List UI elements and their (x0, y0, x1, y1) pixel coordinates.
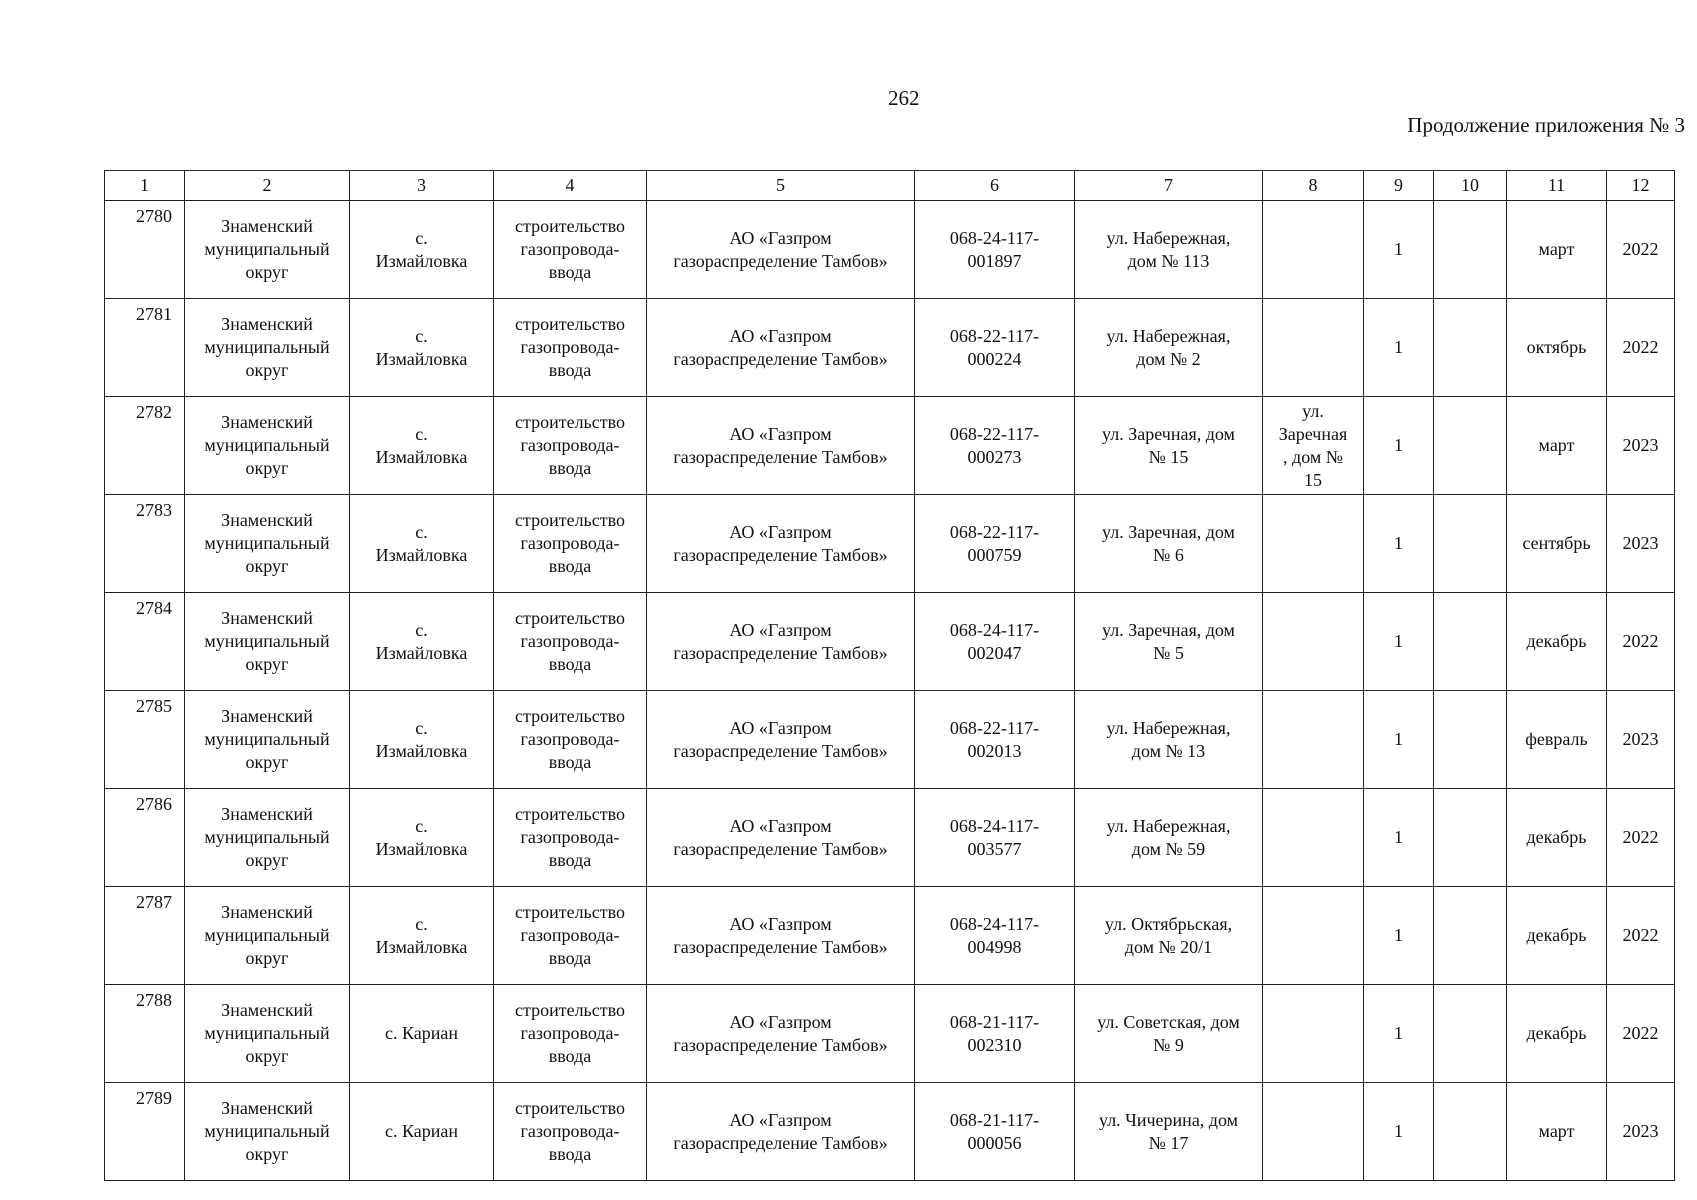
address-cell (1075, 985, 1263, 1083)
quantity-cell: 1 (1364, 985, 1434, 1083)
work-type-line: газопровода- (520, 1121, 620, 1141)
year-cell: 2023 (1607, 691, 1675, 789)
column-8-cell (1263, 691, 1364, 789)
address-line: ул. Набережная, (1106, 815, 1231, 836)
address-cell (1075, 299, 1263, 397)
work-type-line: ввода (548, 458, 592, 478)
column-header-4: 4 (494, 171, 647, 201)
work-type-line: ввода (548, 1144, 592, 1164)
column-10-cell (1434, 985, 1507, 1083)
address-line: ул. Набережная, (1106, 227, 1231, 248)
district-line: Знаменский (221, 412, 313, 432)
table-row (105, 1083, 1675, 1181)
row-number-cell: 2785 (105, 691, 185, 789)
organization-line: газораспределение Тамбов» (673, 1034, 888, 1055)
organization-line: АО «Газпром (729, 717, 832, 738)
address-line: ул. Заречная, дом (1102, 423, 1235, 444)
address-line: № 9 (1153, 1034, 1184, 1055)
locality-line: Измайловка (375, 348, 468, 369)
column-8-cell (1263, 1083, 1364, 1181)
quantity-cell: 1 (1364, 789, 1434, 887)
district-line: округ (245, 458, 289, 478)
address-line: ул. Заречная, дом (1102, 619, 1235, 640)
district-line: Знаменский (221, 804, 313, 824)
row-number-cell: 2782 (105, 397, 185, 495)
object-code-cell (915, 1083, 1075, 1181)
work-type-cell (494, 201, 647, 299)
work-type-line: газопровода- (520, 533, 620, 553)
year-cell: 2022 (1607, 985, 1675, 1083)
page-number: 262 (888, 86, 920, 110)
locality-cell (350, 985, 494, 1083)
organization-line: АО «Газпром (729, 1109, 832, 1130)
locality-cell (350, 299, 494, 397)
table-row (105, 691, 1675, 789)
address-line: ул. Октябрьская, (1104, 913, 1233, 934)
table-body (105, 201, 1675, 1181)
work-type-line: строительство (515, 804, 625, 824)
work-type-line: строительство (515, 412, 625, 432)
address-cell (1075, 1083, 1263, 1181)
locality-line: с. (415, 227, 428, 248)
quantity-cell: 1 (1364, 887, 1434, 985)
district-line: Знаменский (221, 314, 313, 334)
column-header-5: 5 (647, 171, 915, 201)
column-10-cell (1434, 887, 1507, 985)
object-code-cell (915, 691, 1075, 789)
address-cell (1075, 397, 1263, 495)
quantity-cell: 1 (1364, 1083, 1434, 1181)
address-line: ул. Советская, дом (1097, 1011, 1240, 1032)
district-line: Знаменский (221, 706, 313, 726)
object-code-line: 068-21-117- (949, 1011, 1040, 1032)
locality-line: с. Кариан (384, 1023, 458, 1043)
column-10-cell (1434, 299, 1507, 397)
address-line: дом № 59 (1131, 838, 1206, 859)
column-10-cell (1434, 397, 1507, 495)
column-8-line: , дом № (1283, 446, 1343, 467)
year-cell: 2023 (1607, 397, 1675, 495)
locality-line: Измайловка (375, 838, 468, 859)
table-row (105, 495, 1675, 593)
quantity-cell: 1 (1364, 201, 1434, 299)
locality-line: Измайловка (375, 544, 468, 565)
object-code-line: 000273 (967, 446, 1022, 467)
column-header-6: 6 (915, 171, 1075, 201)
district-line: округ (245, 948, 289, 968)
object-code-line: 068-24-117- (949, 913, 1040, 934)
column-8-cell (1263, 789, 1364, 887)
district-line: Знаменский (221, 902, 313, 922)
table-row (105, 593, 1675, 691)
object-code-line: 068-24-117- (949, 815, 1040, 836)
locality-cell (350, 397, 494, 495)
table-row (105, 201, 1675, 299)
table-row (105, 299, 1675, 397)
organization-cell (647, 1083, 915, 1181)
object-code-line: 068-22-117- (949, 325, 1040, 346)
address-line: № 6 (1153, 544, 1184, 565)
locality-line: Измайловка (375, 642, 468, 663)
registry-table (104, 170, 1675, 1181)
address-line: дом № 113 (1127, 250, 1210, 271)
object-code-cell (915, 397, 1075, 495)
object-code-cell (915, 299, 1075, 397)
work-type-line: строительство (515, 1000, 625, 1020)
quantity-cell: 1 (1364, 593, 1434, 691)
work-type-line: газопровода- (520, 239, 620, 259)
address-cell (1075, 495, 1263, 593)
work-type-line: ввода (548, 850, 592, 870)
row-number-cell: 2781 (105, 299, 185, 397)
work-type-line: газопровода- (520, 925, 620, 945)
column-header-3: 3 (350, 171, 494, 201)
column-10-cell (1434, 789, 1507, 887)
table-row (105, 985, 1675, 1083)
month-cell: декабрь (1507, 593, 1607, 691)
district-line: округ (245, 654, 289, 674)
object-code-line: 068-24-117- (949, 227, 1040, 248)
district-line: Знаменский (221, 1000, 313, 1020)
work-type-line: ввода (548, 1046, 592, 1066)
locality-line: Измайловка (375, 446, 468, 467)
address-cell (1075, 789, 1263, 887)
column-header-10: 10 (1434, 171, 1507, 201)
month-cell: декабрь (1507, 789, 1607, 887)
work-type-line: ввода (548, 556, 592, 576)
year-cell: 2023 (1607, 1083, 1675, 1181)
row-number-cell: 2787 (105, 887, 185, 985)
locality-cell (350, 201, 494, 299)
district-line: муниципальный (204, 533, 330, 553)
work-type-cell (494, 691, 647, 789)
organization-line: АО «Газпром (729, 913, 832, 934)
work-type-cell (494, 1083, 647, 1181)
address-line: № 17 (1148, 1132, 1189, 1153)
object-code-cell (915, 985, 1075, 1083)
column-8-cell (1263, 593, 1364, 691)
column-header-12: 12 (1607, 171, 1675, 201)
column-header-9: 9 (1364, 171, 1434, 201)
address-line: ул. Чичерина, дом (1098, 1109, 1239, 1130)
district-cell (185, 593, 350, 691)
column-header-8: 8 (1263, 171, 1364, 201)
quantity-cell: 1 (1364, 299, 1434, 397)
address-line: дом № 20/1 (1124, 936, 1213, 957)
address-line: ул. Набережная, (1106, 325, 1231, 346)
organization-line: газораспределение Тамбов» (673, 740, 888, 761)
object-code-cell (915, 789, 1075, 887)
object-code-line: 001897 (967, 250, 1022, 271)
month-cell: февраль (1507, 691, 1607, 789)
organization-line: АО «Газпром (729, 423, 832, 444)
month-cell: март (1507, 397, 1607, 495)
object-code-line: 004998 (967, 936, 1022, 957)
organization-line: АО «Газпром (729, 521, 832, 542)
locality-line: Измайловка (375, 936, 468, 957)
locality-cell (350, 691, 494, 789)
district-line: муниципальный (204, 239, 330, 259)
work-type-line: газопровода- (520, 337, 620, 357)
district-line: муниципальный (204, 337, 330, 357)
work-type-line: строительство (515, 314, 625, 334)
work-type-cell (494, 789, 647, 887)
work-type-cell (494, 887, 647, 985)
organization-line: газораспределение Тамбов» (673, 348, 888, 369)
organization-cell (647, 691, 915, 789)
organization-line: газораспределение Тамбов» (673, 1132, 888, 1153)
month-cell: декабрь (1507, 887, 1607, 985)
organization-line: газораспределение Тамбов» (673, 250, 888, 271)
organization-cell (647, 887, 915, 985)
row-number-cell: 2786 (105, 789, 185, 887)
organization-line: АО «Газпром (729, 619, 832, 640)
month-cell: октябрь (1507, 299, 1607, 397)
locality-line: с. (415, 619, 428, 640)
appendix-continuation-title: Продолжение приложения № 3 (1407, 113, 1685, 137)
work-type-line: ввода (548, 654, 592, 674)
organization-line: газораспределение Тамбов» (673, 544, 888, 565)
object-code-line: 068-22-117- (949, 423, 1040, 444)
organization-cell (647, 789, 915, 887)
month-cell: март (1507, 201, 1607, 299)
column-10-cell (1434, 1083, 1507, 1181)
locality-line: Измайловка (375, 250, 468, 271)
locality-line: Измайловка (375, 740, 468, 761)
column-8-line: Заречная (1278, 423, 1348, 444)
organization-cell (647, 593, 915, 691)
work-type-line: газопровода- (520, 1023, 620, 1043)
object-code-cell (915, 887, 1075, 985)
year-cell: 2022 (1607, 201, 1675, 299)
column-8-cell (1263, 985, 1364, 1083)
organization-line: газораспределение Тамбов» (673, 838, 888, 859)
work-type-line: строительство (515, 510, 625, 530)
locality-cell (350, 789, 494, 887)
district-line: муниципальный (204, 1121, 330, 1141)
year-cell: 2023 (1607, 495, 1675, 593)
district-cell (185, 985, 350, 1083)
column-header-7: 7 (1075, 171, 1263, 201)
work-type-line: газопровода- (520, 827, 620, 847)
work-type-cell (494, 985, 647, 1083)
work-type-line: ввода (548, 948, 592, 968)
work-type-line: ввода (548, 752, 592, 772)
district-line: муниципальный (204, 827, 330, 847)
district-cell (185, 201, 350, 299)
address-line: дом № 13 (1131, 740, 1206, 761)
organization-line: АО «Газпром (729, 227, 832, 248)
organization-line: АО «Газпром (729, 325, 832, 346)
object-code-line: 002013 (967, 740, 1022, 761)
object-code-line: 002047 (967, 642, 1022, 663)
organization-line: газораспределение Тамбов» (673, 936, 888, 957)
work-type-line: ввода (548, 262, 592, 282)
object-code-line: 003577 (967, 838, 1022, 859)
district-line: Знаменский (221, 1098, 313, 1118)
work-type-line: ввода (548, 360, 592, 380)
address-line: ул. Заречная, дом (1102, 521, 1235, 542)
month-cell: март (1507, 1083, 1607, 1181)
district-cell (185, 789, 350, 887)
district-line: Знаменский (221, 608, 313, 628)
work-type-cell (494, 593, 647, 691)
district-line: муниципальный (204, 1023, 330, 1043)
row-number-cell: 2780 (105, 201, 185, 299)
address-line: дом № 2 (1136, 348, 1201, 369)
district-line: округ (245, 262, 289, 282)
district-cell (185, 1083, 350, 1181)
organization-line: газораспределение Тамбов» (673, 446, 888, 467)
address-line: № 5 (1153, 642, 1184, 663)
column-header-1: 1 (105, 171, 185, 201)
object-code-line: 068-21-117- (949, 1109, 1040, 1130)
organization-line: АО «Газпром (729, 815, 832, 836)
row-number-cell: 2783 (105, 495, 185, 593)
work-type-line: газопровода- (520, 631, 620, 651)
object-code-line: 068-22-117- (949, 717, 1040, 738)
organization-cell (647, 299, 915, 397)
address-cell (1075, 593, 1263, 691)
month-cell: декабрь (1507, 985, 1607, 1083)
organization-line: АО «Газпром (729, 1011, 832, 1032)
quantity-cell: 1 (1364, 691, 1434, 789)
organization-line: газораспределение Тамбов» (673, 642, 888, 663)
work-type-line: газопровода- (520, 435, 620, 455)
district-line: Знаменский (221, 216, 313, 236)
object-code-cell (915, 201, 1075, 299)
address-cell (1075, 887, 1263, 985)
table-header-row (105, 171, 1675, 201)
year-cell: 2022 (1607, 593, 1675, 691)
object-code-line: 068-22-117- (949, 521, 1040, 542)
year-cell: 2022 (1607, 789, 1675, 887)
locality-line: с. (415, 423, 428, 444)
column-10-cell (1434, 691, 1507, 789)
work-type-cell (494, 299, 647, 397)
locality-line: с. (415, 325, 428, 346)
locality-line: с. (415, 717, 428, 738)
table-row (105, 397, 1675, 495)
district-line: округ (245, 850, 289, 870)
column-8-cell (1263, 397, 1364, 495)
object-code-line: 068-24-117- (949, 619, 1040, 640)
column-header-11: 11 (1507, 171, 1607, 201)
district-line: округ (245, 1144, 289, 1164)
object-code-line: 000224 (967, 348, 1022, 369)
district-cell (185, 691, 350, 789)
locality-line: с. Кариан (384, 1121, 458, 1141)
district-line: Знаменский (221, 510, 313, 530)
column-8-line: 15 (1304, 469, 1322, 490)
object-code-line: 002310 (967, 1034, 1022, 1055)
district-line: муниципальный (204, 729, 330, 749)
object-code-line: 000056 (967, 1132, 1022, 1153)
locality-cell (350, 1083, 494, 1181)
locality-cell (350, 887, 494, 985)
work-type-line: строительство (515, 706, 625, 726)
district-cell (185, 397, 350, 495)
district-line: округ (245, 360, 289, 380)
quantity-cell: 1 (1364, 397, 1434, 495)
address-cell (1075, 691, 1263, 789)
quantity-cell: 1 (1364, 495, 1434, 593)
column-8-cell (1263, 495, 1364, 593)
district-cell (185, 495, 350, 593)
work-type-line: строительство (515, 1098, 625, 1118)
locality-cell (350, 593, 494, 691)
address-line: № 15 (1148, 446, 1189, 467)
organization-cell (647, 495, 915, 593)
row-number-cell: 2789 (105, 1083, 185, 1181)
district-line: муниципальный (204, 631, 330, 651)
column-header-2: 2 (185, 171, 350, 201)
district-line: округ (245, 1046, 289, 1066)
column-10-cell (1434, 593, 1507, 691)
district-line: округ (245, 556, 289, 576)
locality-line: с. (415, 913, 428, 934)
object-code-cell (915, 495, 1075, 593)
organization-cell (647, 985, 915, 1083)
district-line: муниципальный (204, 925, 330, 945)
column-10-cell (1434, 201, 1507, 299)
row-number-cell: 2784 (105, 593, 185, 691)
column-10-cell (1434, 495, 1507, 593)
row-number-cell: 2788 (105, 985, 185, 1083)
object-code-cell (915, 593, 1075, 691)
locality-cell (350, 495, 494, 593)
work-type-cell (494, 495, 647, 593)
district-line: округ (245, 752, 289, 772)
district-line: муниципальный (204, 435, 330, 455)
locality-line: с. (415, 521, 428, 542)
object-code-line: 000759 (967, 544, 1022, 565)
locality-line: с. (415, 815, 428, 836)
column-8-cell (1263, 201, 1364, 299)
work-type-line: строительство (515, 216, 625, 236)
district-cell (185, 299, 350, 397)
column-8-cell (1263, 299, 1364, 397)
address-line: ул. Набережная, (1106, 717, 1231, 738)
address-cell (1075, 201, 1263, 299)
column-8-line: ул. (1302, 400, 1324, 421)
organization-cell (647, 397, 915, 495)
work-type-line: строительство (515, 608, 625, 628)
district-cell (185, 887, 350, 985)
work-type-line: строительство (515, 902, 625, 922)
year-cell: 2022 (1607, 299, 1675, 397)
table-row (105, 887, 1675, 985)
column-8-cell (1263, 887, 1364, 985)
work-type-cell (494, 397, 647, 495)
year-cell: 2022 (1607, 887, 1675, 985)
work-type-line: газопровода- (520, 729, 620, 749)
month-cell: сентябрь (1507, 495, 1607, 593)
table-row (105, 789, 1675, 887)
organization-cell (647, 201, 915, 299)
